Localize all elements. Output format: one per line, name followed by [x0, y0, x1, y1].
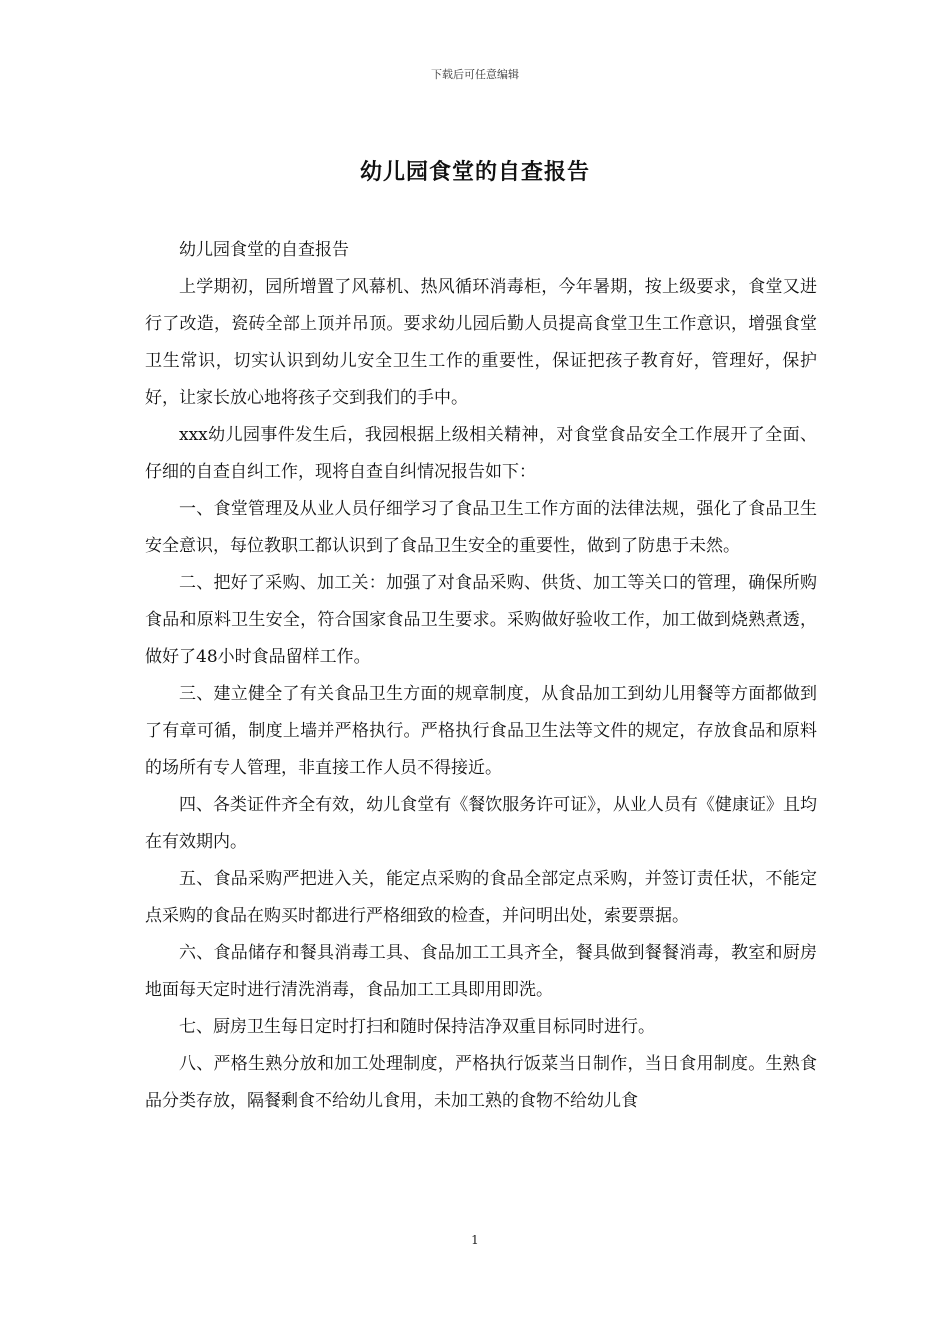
page-number: 1 — [471, 1233, 479, 1247]
paragraph-item-1: 一、食堂管理及从业人员仔细学习了食品卫生工作方面的法律法规，强化了食品卫生安全意识，每位教职工都认识到了食品卫生安全的重要性，做到了防患于未然。 — [145, 499, 817, 556]
paragraph-item-6: 六、食品储存和餐具消毒工具、食品加工工具齐全，餐具做到餐餐消毒，教室和厨房地面每天定时进行清洗消毒，食品加工工具即用即洗。 — [145, 943, 817, 1000]
document-body — [145, 232, 817, 1120]
paragraph-subtitle: 幼儿园食堂的自查报告 — [179, 240, 349, 260]
paragraph-item-7: 七、厨房卫生每日定时打扫和随时保持洁净双重目标同时进行。 — [179, 1017, 655, 1037]
paragraph-intro: 上学期初，园所增置了风幕机、热风循环消毒柜，今年暑期，按上级要求，食堂又进行了改造，瓷砖全部上顶并吊顶。要求幼儿园后勤人员提高食堂卫生工作意识，增强食堂卫生常识，切实认识到幼儿安全卫生工作的重要性，保证把孩子教育好，管理好，保护好，让家长放心地将孩子交到我们的手中。 — [145, 277, 817, 408]
page-header-note: 下载后可任意编辑 — [431, 68, 519, 81]
paragraph-background: xxx幼儿园事件发生后，我园根据上级相关精神，对食堂食品安全工作展开了全面、仔细的自查自纠工作，现将自查自纠情况报告如下： — [145, 425, 817, 482]
paragraph-item-8: 八、严格生熟分放和加工处理制度，严格执行饭菜当日制作，当日食用制度。生熟食品分类存放，隔餐剩食不给幼儿食用，未加工熟的食物不给幼儿食 — [145, 1054, 817, 1111]
paragraph-item-3: 三、建立健全了有关食品卫生方面的规章制度，从食品加工到幼儿用餐等方面都做到了有章可循，制度上墙并严格执行。严格执行食品卫生法等文件的规定，存放食品和原料的场所有专人管理，非直接工作人员不得接近。 — [145, 684, 817, 778]
document-title: 幼儿园食堂的自查报告 — [359, 159, 590, 185]
paragraph-item-5: 五、食品采购严把进入关，能定点采购的食品全部定点采购，并签订责任状，不能定点采购的食品在购买时都进行严格细致的检查，并问明出处，索要票据。 — [145, 869, 817, 926]
paragraph-item-4: 四、各类证件齐全有效，幼儿食堂有《餐饮服务许可证》，从业人员有《健康证》且均在有效期内。 — [145, 795, 817, 852]
paragraph-item-2: 二、把好了采购、加工关：加强了对食品采购、供货、加工等关口的管理，确保所购食品和原料卫生安全，符合国家食品卫生要求。采购做好验收工作，加工做到烧熟煮透，做好了48小时食品留样工作。 — [145, 573, 817, 667]
